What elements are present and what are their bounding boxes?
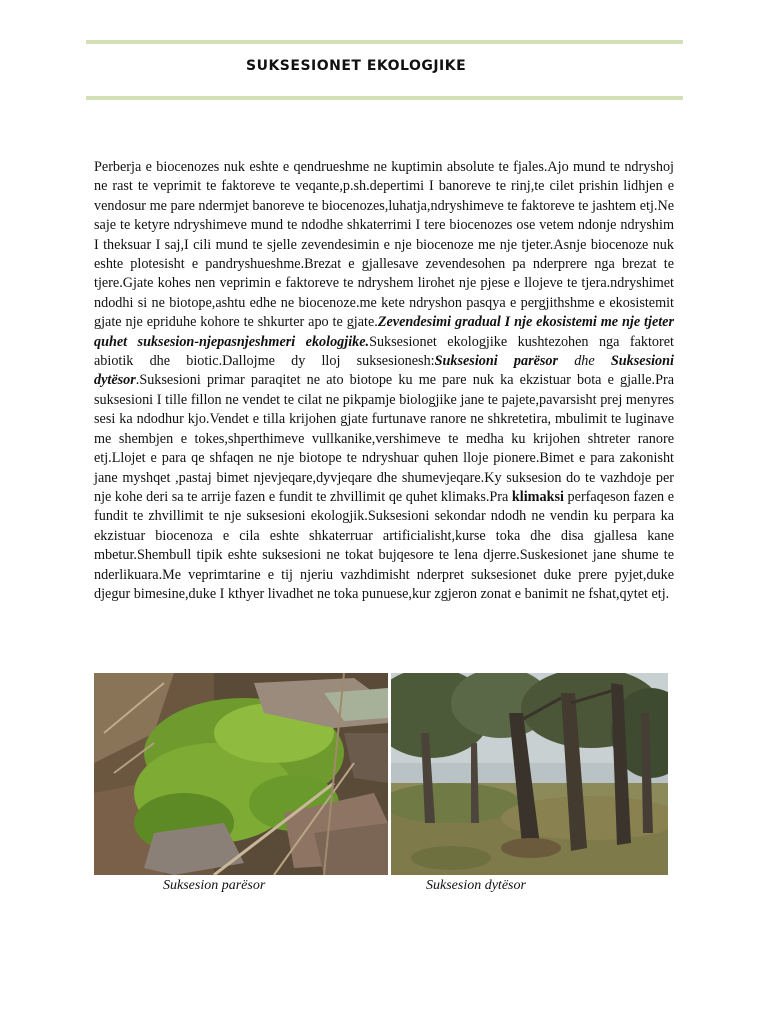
definition-emphasis: Zevendesimi gradual I nje ekosistemi me nje tjeter quhet suksesion-njepasnjeshmeri ekologjike. bbox=[94, 314, 674, 350]
bottom-rule bbox=[86, 96, 683, 100]
paragraph-text-3: .Suksesioni primar paraqitet ne ato biotope ku me pare nuk ka ekzistuar bota e gjalle.Pra suksesioni I tille fillon ne vendet te cilat ne pikpamje biologjike jane te pajete,pavarsisht prej menyres sesi ka ndodhur kjo.Vendet e tilla krijohen gjate furtunave ranore ne shkretetira, mbulimit te luginave me shembjen e tokes,shperthimeve vullkanike,vershimeve te medha ku krijohen shtreter ranore etj.Llojet e para qe shfaqen ne nje biotope te ndryshuar quhen lloje pionere.Bimet e para zakonisht jane myshqet ,pastaj bimet njevjeqare,dyvjeqare dhe shumevjeqare.Ky suksesion do te vazhdoje per nje kohe deri sa te arrije fazen e fundit te zhvillimit qe quhet klimaks.Pra bbox=[94, 372, 674, 505]
left-photo-caption: Suksesion parësor bbox=[163, 878, 266, 893]
forest-photo bbox=[391, 673, 668, 875]
moss-on-rocks-photo bbox=[94, 673, 388, 875]
body-paragraph bbox=[94, 158, 674, 604]
page-title: SUKSESIONET EKOLOGJIKE bbox=[246, 58, 467, 74]
top-rule bbox=[86, 40, 683, 44]
paragraph-text-2: Suksesionet ekologjike kushtezohen nga faktoret abiotik dhe biotic.Dallojme dy lloj suksesionesh: bbox=[94, 333, 674, 370]
conjunction-text: dhe bbox=[558, 353, 611, 370]
climax-term: klimaksi bbox=[511, 488, 564, 505]
paragraph-text-1: Perberja e biocenozes nuk eshte e qendrueshme ne kuptimin absolute te fjales.Ajo mund te ndryshoj ne rast te veprimit te faktoreve te veqante,p.sh.depertimi I banoreve te rinj,te cilet prishin lidhjen e vendosur me pare ndermjet banoreve te biocenozes,luhatja,ndryshimeve te faktoreve te jashtem etj.Ne saje te ketyre ndryshimeve mund te ndodhe shkaterrimi I tere biocenozes ose vetem ndonje ndryshim I theksuar I saj,I cili mund te sjelle zevendesimin e nje biocenoze me nje tjeter.Asnje biocenoze nuk eshte plotesisht e pandryshueshme.Brezat e gjallesave zevendesohen pa nderprere nga brezat te tjere.Gjate kohes nen veprimin e faktoreve te ndryshem lirohet nje pjese e llojeve te tjera.ndryshimet ndodhi si ne biotope,ashtu edhe ne biocenoze.me kete ndryshon pasqya e pergjithshme e ekosistemit gjate nje epriduhe kohore te shkurter apo te gjate. bbox=[94, 159, 674, 331]
right-photo-caption: Suksesion dytësor bbox=[426, 878, 526, 893]
paragraph-text-4: perfaqeson fazen e fundit te zhvillimit te nje suksesioni ekologjik.Suksesioni sekondar ndodh ne vendin ku perpara ka ekzistuar biocenoza e cila eshte shkaterruar artificialisht,kurse toka dhe disa gjallesa kane mbetur.Shembull tipik eshte suksesioni ne tokat bujqesore te lena djerre.Suskesionet jane shume te nderlikuara.Me veprimtarine e tij njeriu vazhdimisht nderpret suksesionet duke prere pyjet,duke djegur bimesine,duke I kthyer livadhet ne toka punuese,kur zgjeron zonat e banimit ne fshat,qytet etj. bbox=[94, 488, 674, 602]
secondary-succession-term: Suksesioni dytësor bbox=[94, 353, 674, 389]
primary-succession-term: Suksesioni parësor bbox=[434, 353, 559, 370]
